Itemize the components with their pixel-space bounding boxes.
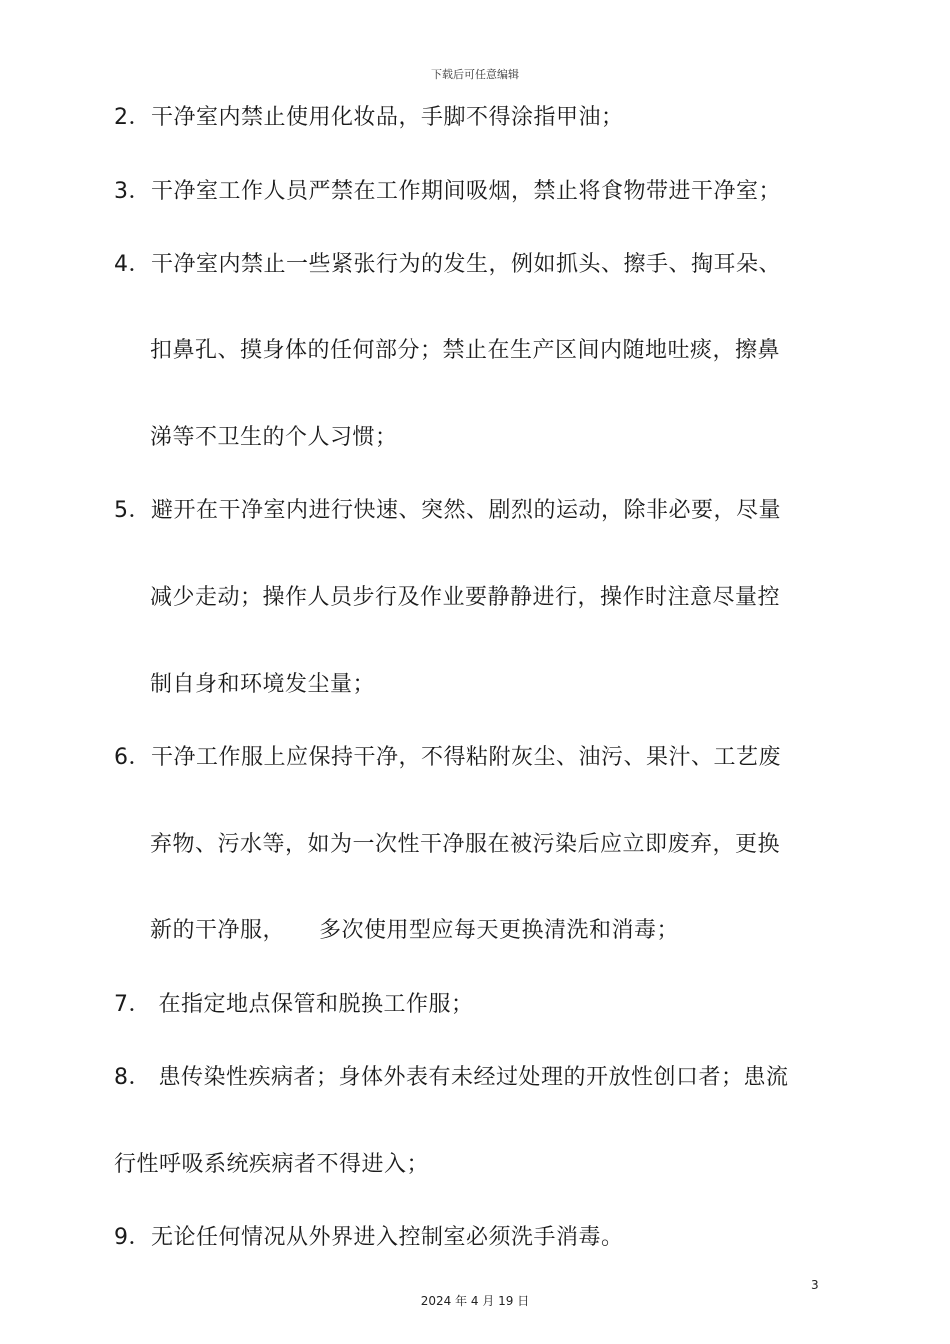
rule-5-line-2: 减少走动；操作人员步行及作业要静静进行，操作时注意尽量控 [150,585,781,610]
footer-date: 2024 年 4 月 19 日 [420,1294,530,1308]
rule-7-line-1: 7． 在指定地点保管和脱换工作服； [114,992,474,1017]
rule-6-line-1: 6．干净工作服上应保持干净，不得粘附灰尘、油污、果汁、工艺废 [114,745,781,770]
rule-8-line-1: 8． 患传染性疾病者；身体外表有未经过处理的开放性创口者；患流 [114,1065,789,1090]
rule-3-line-1: 3．干净室工作人员严禁在工作期间吸烟，禁止将食物带进干净室； [114,179,781,204]
rule-5-line-1: 5．避开在干净室内进行快速、突然、剧烈的运动，除非必要，尽量 [114,498,781,523]
rule-6-line-3: 新的干净服， 多次使用型应每天更换清洗和消毒； [150,918,680,943]
rule-4-line-1: 4．干净室内禁止一些紧张行为的发生，例如抓头、擦手、掏耳朵、 [114,252,781,277]
rule-2-line-1: 2．干净室内禁止使用化妆品，手脚不得涂指甲油； [114,105,624,130]
rule-8-line-2: 行性呼吸系统疾病者不得进入； [114,1152,430,1177]
rule-4-line-2: 扣鼻孔、摸身体的任何部分；禁止在生产区间内随地吐痰，擦鼻 [150,338,781,363]
rule-4-line-3: 涕等不卫生的个人习惯； [150,425,398,450]
rule-6-line-2: 弃物、污水等，如为一次性干净服在被污染后应立即废弃，更换 [150,832,781,857]
rule-9-line-1: 9．无论任何情况从外界进入控制室必须洗手消毒。 [114,1225,624,1250]
page-header: 下载后可任意编辑 [431,68,519,81]
page-number: 3 [811,1278,819,1292]
rule-5-line-3: 制自身和环境发尘量； [150,672,376,697]
